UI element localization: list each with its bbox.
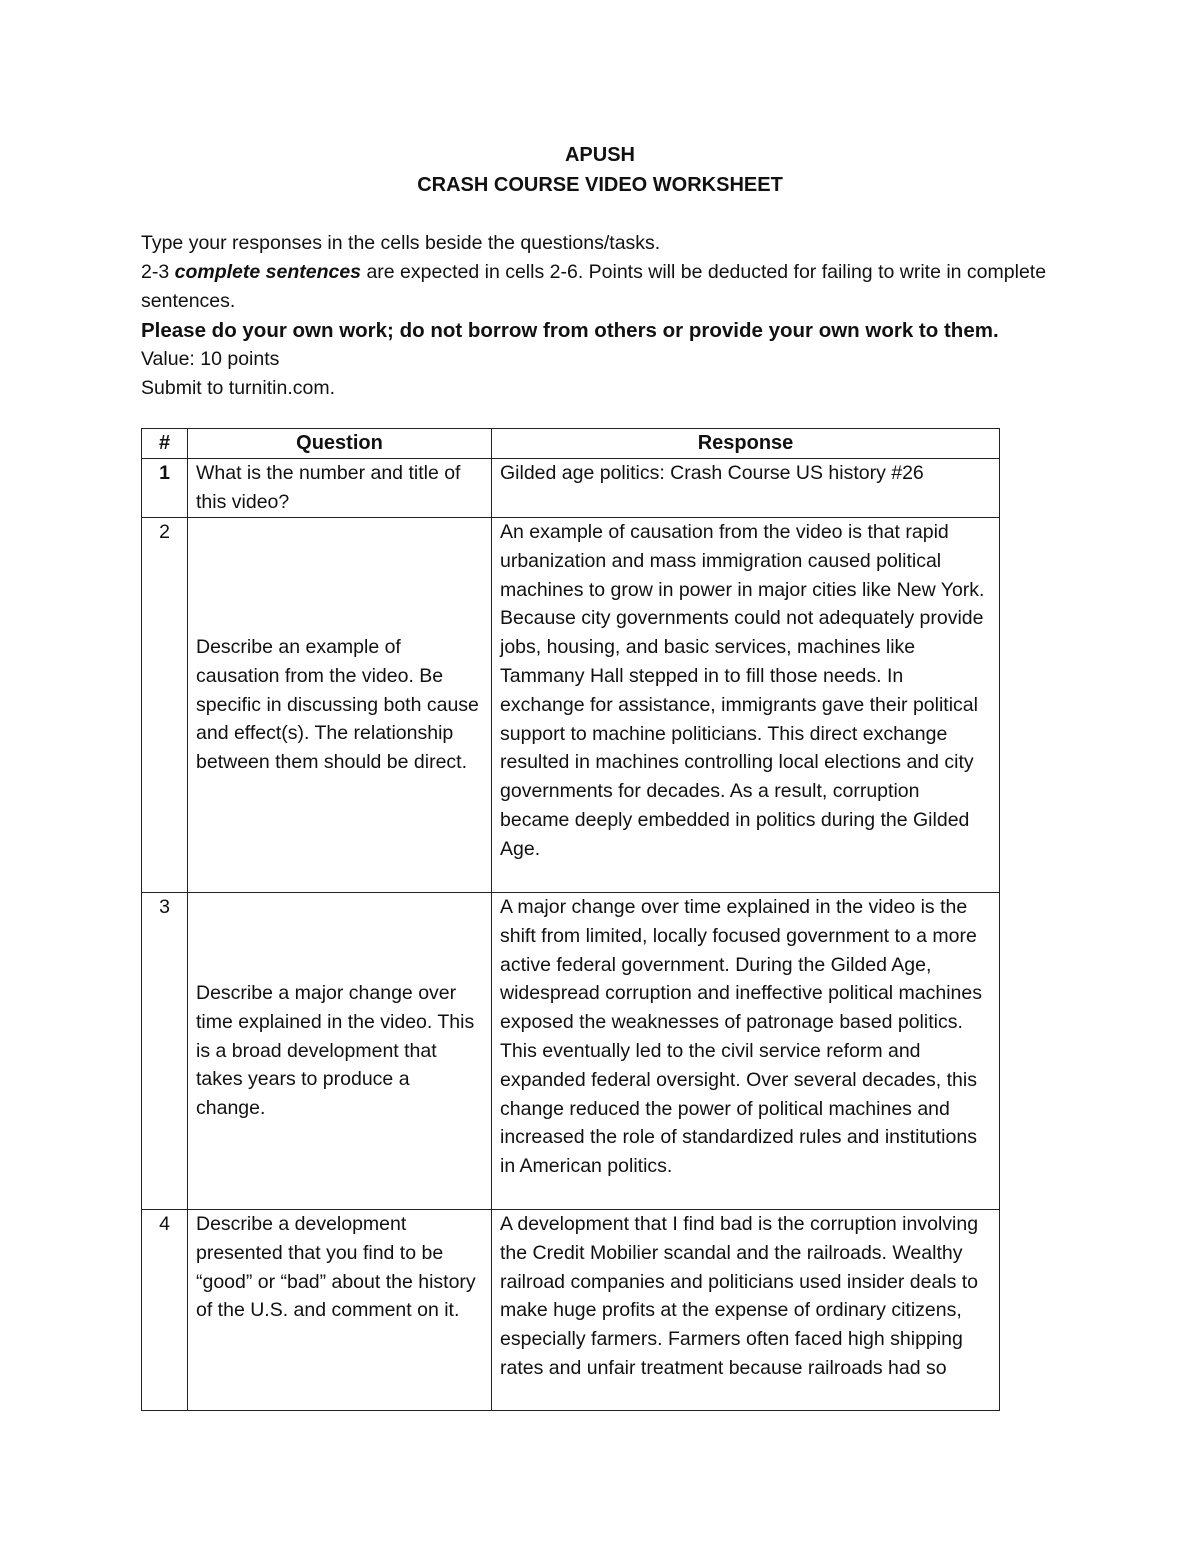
instruction-line-1: Type your responses in the cells beside the questions/tasks. [141, 232, 661, 254]
question-cell: Describe a major change over time explained in the video. This is a broad development that takes years to produce a change. [188, 893, 492, 1210]
worksheet-table [141, 428, 1000, 1411]
table-row [142, 518, 1000, 893]
instruction-value: Value: 10 points [141, 348, 280, 370]
instruction-line-2 [141, 258, 1061, 316]
instructions-block [141, 229, 1061, 403]
header-question: Question [188, 429, 492, 459]
row-number: 3 [142, 893, 188, 1210]
row-number: 1 [142, 459, 188, 518]
instruction-submit: Submit to turnitin.com. [141, 377, 335, 399]
course-title: APUSH [564, 144, 635, 166]
question-cell: Describe an example of causation from the video. Be specific in discussing both cause and effect(s). The relationship between them should be direct. [188, 518, 492, 893]
instruction-line-3: Please do your own work; do not borrow from others or provide your own work to them. [141, 319, 999, 342]
instruction-line-2-prefix: 2-3 [141, 261, 175, 283]
instruction-line-2-emphasis: complete sentences [174, 261, 362, 283]
header-response: Response [492, 429, 1000, 459]
question-cell: What is the number and title of this video? [188, 459, 492, 518]
table-header-row [142, 429, 1000, 459]
response-cell[interactable]: Gilded age politics: Crash Course US history #26 [492, 459, 1000, 518]
worksheet-title [0, 140, 1200, 200]
table-row [142, 459, 1000, 518]
table-row [142, 1210, 1000, 1411]
question-cell: Describe a development presented that you find to be “good” or “bad” about the history of the U.S. and comment on it. [188, 1210, 492, 1411]
header-num: # [142, 429, 188, 459]
instruction-line-2-suffix: are expected in cells 2-6. Points will be deducted for failing to write in complete sentences. [141, 261, 1047, 312]
table-row [142, 893, 1000, 1210]
row-number: 4 [142, 1210, 188, 1411]
response-cell[interactable]: A major change over time explained in the video is the shift from limited, locally focused government to a more active federal government. During the Gilded Age, widespread corruption and ineffective political machines exposed the weaknesses of patronage based politics. This eventually led to the civil service reform and expanded federal oversight. Over several decades, this change reduced the power of political machines and increased the role of standardized rules and institutions in American politics. [492, 893, 1000, 1210]
worksheet-heading: CRASH COURSE VIDEO WORKSHEET [417, 174, 783, 196]
row-number: 2 [142, 518, 188, 893]
response-cell[interactable]: A development that I find bad is the corruption involving the Credit Mobilier scandal and the railroads. Wealthy railroad companies and politicians used insider deals to make huge profits at the expense of ordinary citizens, especially farmers. Farmers often faced high shipping rates and unfair treatment because railroads had so [492, 1210, 1000, 1411]
response-cell[interactable]: An example of causation from the video is that rapid urbanization and mass immigration caused political machines to grow in power in major cities like New York. Because city governments could not adequately provide jobs, housing, and basic services, machines like Tammany Hall stepped in to fill those needs. In exchange for assistance, immigrants gave their political support to machine politicians. This direct exchange resulted in machines controlling local elections and city governments for decades. As a result, corruption became deeply embedded in politics during the Gilded Age. [492, 518, 1000, 893]
